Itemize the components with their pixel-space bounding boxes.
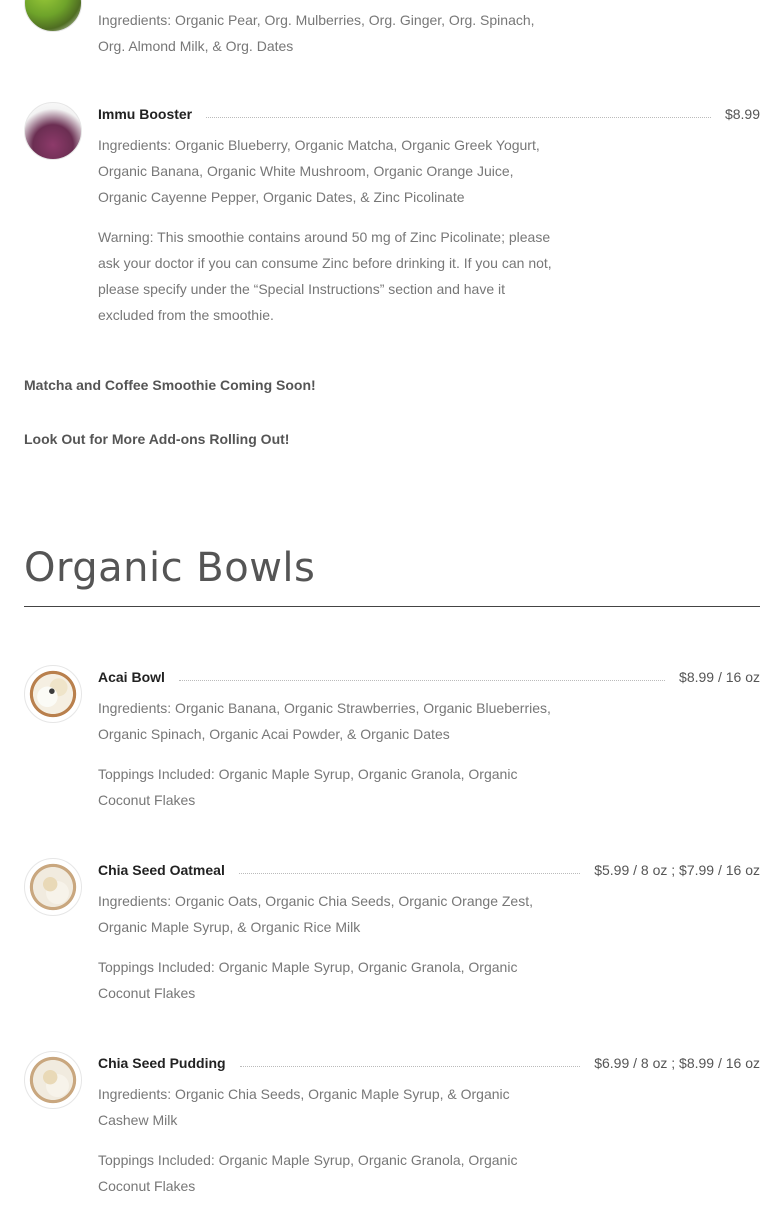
section-title-organic-bowls: Organic Bowls <box>24 540 760 607</box>
oatmeal-bowl-thumbnail-icon[interactable] <box>24 858 82 916</box>
item-ingredients: Ingredients: Organic Blueberry, Organic Matcha, Organic Greek Yogurt, Organic Banana, Organic White Mushroom, Organic Orange Juice, Organic Cayenne Pepper, Organic Dates, & Zinc Picolinate <box>98 137 540 205</box>
addons-note: Look Out for More Add-ons Rolling Out! <box>24 431 290 447</box>
item-ingredients: Ingredients: Organic Chia Seeds, Organic Maple Syrup, & Organic Cashew Milk <box>98 1086 510 1128</box>
item-toppings: Toppings Included: Organic Maple Syrup, Organic Granola, Organic Coconut Flakes <box>98 959 518 1001</box>
green-smoothie-thumbnail-icon[interactable] <box>24 0 82 32</box>
item-name: Chia Seed Pudding <box>98 1055 226 1071</box>
item-toppings: Toppings Included: Organic Maple Syrup, Organic Granola, Organic Coconut Flakes <box>98 766 518 808</box>
acai-bowl-thumbnail-icon[interactable] <box>24 665 82 723</box>
purple-smoothie-thumbnail-icon[interactable] <box>24 102 82 160</box>
pudding-bowl-thumbnail-icon[interactable] <box>24 1051 82 1109</box>
item-name: Acai Bowl <box>98 669 165 685</box>
item-price: $8.99 / 16 oz <box>679 669 760 685</box>
item-price: $5.99 / 8 oz ; $7.99 / 16 oz <box>594 862 760 878</box>
leader-dots <box>239 873 580 874</box>
item-price: $6.99 / 8 oz ; $8.99 / 16 oz <box>594 1055 760 1071</box>
leader-dots <box>240 1066 581 1067</box>
item-ingredients: Ingredients: Organic Pear, Org. Mulberries, Org. Ginger, Org. Spinach, Org. Almond Milk, & Org. Dates <box>98 12 535 54</box>
item-ingredients: Ingredients: Organic Banana, Organic Strawberries, Organic Blueberries, Organic Spinach, Organic Acai Powder, & Organic Dates <box>98 700 551 742</box>
item-ingredients: Ingredients: Organic Oats, Organic Chia Seeds, Organic Orange Zest, Organic Maple Syrup, & Organic Rice Milk <box>98 893 533 935</box>
leader-dots <box>179 680 665 681</box>
coming-soon-note: Matcha and Coffee Smoothie Coming Soon! <box>24 377 316 393</box>
item-name: Immu Booster <box>98 106 193 122</box>
leader-dots <box>206 117 711 118</box>
item-name: Chia Seed Oatmeal <box>98 862 225 878</box>
item-toppings: Toppings Included: Organic Maple Syrup, Organic Granola, Organic Coconut Flakes <box>98 1152 518 1194</box>
item-price: $8.99 <box>724 106 760 122</box>
item-warning: Warning: This smoothie contains around 50 mg of Zinc Picolinate; please ask your doctor if you can consume Zinc before drinking it. If you can not, please specify under the “Special Instructions” section and have it excluded from the smoothie. <box>98 229 552 323</box>
